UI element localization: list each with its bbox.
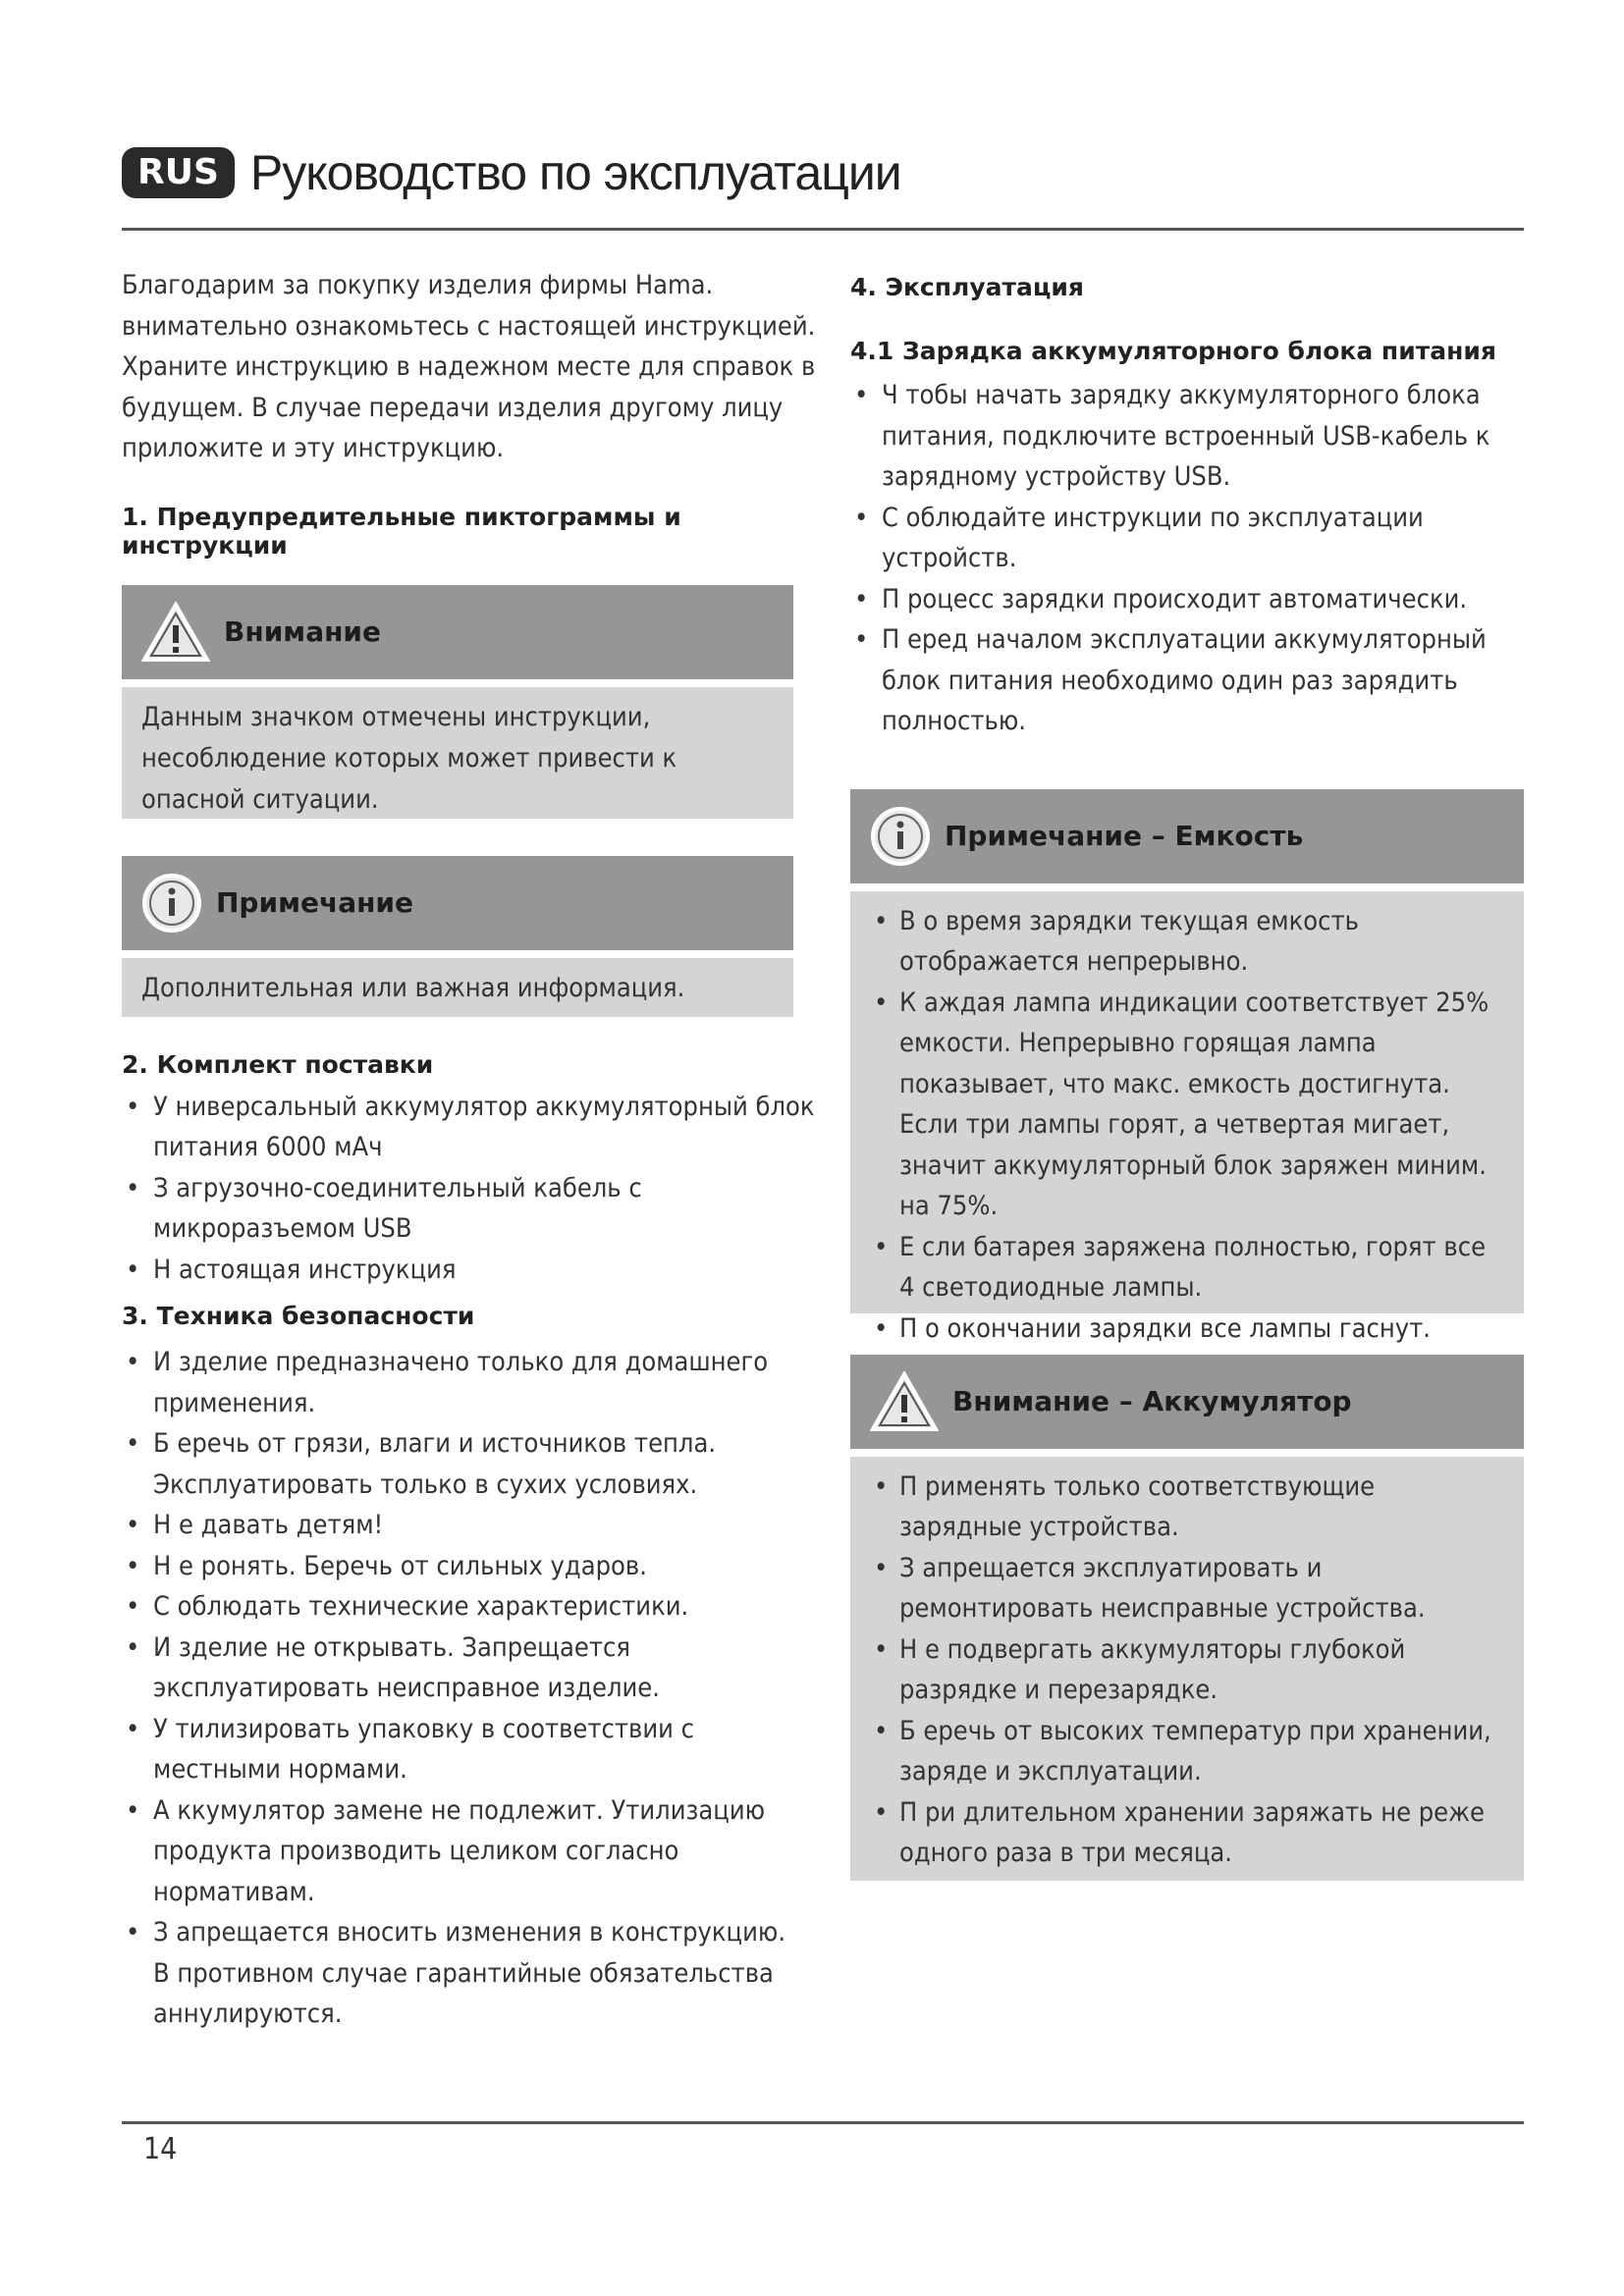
list-item: • П о окончании зарядки все лампы гаснут.	[870, 1308, 1504, 1350]
section3-list	[122, 1342, 809, 2035]
capacity-box-title: Примечание – Емкость	[945, 820, 1304, 852]
list-item: • Е сли батарея заряжена полностью, горят все 4 светодиодные лампы.	[870, 1227, 1504, 1308]
battery-warning-box	[850, 1355, 1524, 1881]
capacity-note-box	[850, 789, 1524, 1344]
warning-triangle-icon	[870, 1371, 939, 1432]
list-item: • В о время зарядки текущая емкость отображается непрерывно.	[870, 901, 1504, 983]
list-item: • З апрещается эксплуатировать и ремонтировать неисправные устройства.	[870, 1548, 1504, 1629]
list-item: • Н астоящая инструкция	[122, 1250, 829, 1291]
list-item: • Б еречь от высоких температур при хранении, заряде и эксплуатации.	[870, 1711, 1504, 1792]
warning-box-body	[122, 687, 793, 819]
list-item: • С облюдайте инструкции по эксплуатации устройств.	[850, 498, 1498, 579]
list-item: • П роцесс зарядки происходит автоматически.	[850, 579, 1498, 620]
page-header	[122, 145, 901, 200]
list-item: • П еред началом эксплуатации аккумуляторный блок питания необходимо один раз зарядить полностью.	[850, 619, 1498, 742]
warning-box	[122, 585, 793, 819]
list-item: • С облюдать технические характеристики.	[122, 1586, 809, 1628]
battery-list	[870, 1467, 1504, 1874]
note-box-body	[122, 958, 793, 1017]
list-item: • Н е подвергать аккумуляторы глубокой разрядке и перезарядке.	[870, 1629, 1504, 1711]
list-item: • И зделие не открывать. Запрещается эксплуатировать неисправное изделие.	[122, 1628, 809, 1709]
list-item: • Б еречь от грязи, влаги и источников тепла. Эксплуатировать только в сухих условиях.	[122, 1423, 809, 1505]
section2-heading: 2. Комплект поставки	[122, 1049, 434, 1079]
section1-heading: 1. Предупредительные пиктограммы и инструкции	[122, 502, 681, 560]
list-item: • У ниверсальный аккумулятор аккумуляторный блок питания 6000 мАч	[122, 1087, 829, 1168]
list-item: • Н е давать детям!	[122, 1505, 809, 1546]
list-item: • И зделие предназначено только для домашнего применения.	[122, 1342, 809, 1423]
header-divider	[122, 228, 1524, 231]
section4-subheading: 4.1 Зарядка аккумуляторного блока питания	[850, 337, 1496, 365]
battery-box-body	[850, 1457, 1524, 1881]
list-item: • Н е ронять. Беречь от сильных ударов.	[122, 1546, 809, 1587]
warning-box-title: Внимание	[224, 615, 382, 648]
capacity-box-body	[850, 891, 1524, 1344]
section4-list	[850, 375, 1498, 742]
section4-heading: 4. Эксплуатация	[850, 273, 1084, 301]
note-box-header	[122, 856, 793, 950]
left-column	[122, 265, 829, 2035]
info-circle-icon	[870, 806, 931, 867]
list-item: • З апрещается вносить изменения в конструкцию. В противном случае гарантийные обязательства аннулируются.	[122, 1912, 809, 2035]
list-item: • К аждая лампа индикации соответствует 25% емкости. Непрерывно горящая лампа показывает, что макс. емкость достигнута. Если три лампы горят, а четвертая мигает, значит аккумуляторный блок заряжен миним. на 75%.	[870, 983, 1504, 1227]
battery-box-title: Внимание – Аккумулятор	[952, 1385, 1352, 1417]
list-item: • П рименять только соответствующие зарядные устройства.	[870, 1467, 1504, 1548]
language-badge: RUS	[122, 147, 235, 198]
list-item: • П ри длительном хранении заряжать не реже одного раза в три месяца.	[870, 1792, 1504, 1874]
intro-paragraph: Благодарим за покупку изделия фирмы Hama. внимательно ознакомьтесь с настоящей инструкцией. Храните инструкцию в надежном месте для справок в будущем. В случае передачи изделия другому лицу приложите и эту инструкцию.	[122, 270, 816, 463]
footer-divider	[122, 2121, 1524, 2124]
info-circle-icon	[141, 873, 202, 934]
section2-list	[122, 1087, 829, 1291]
list-item: • Ч тобы начать зарядку аккумуляторного блока питания, подключите встроенный USB-кабель к зарядному устройству USB.	[850, 375, 1498, 498]
note-box	[122, 856, 793, 1017]
capacity-box-header	[850, 789, 1524, 883]
list-item: • З агрузочно-соединительный кабель с микроразъемом USB	[122, 1168, 829, 1250]
battery-box-header	[850, 1355, 1524, 1449]
note-box-title: Примечание	[216, 886, 414, 919]
right-column	[850, 265, 1528, 1881]
page-number: 14	[143, 2132, 178, 2166]
warning-box-text: Данным значком отмечены инструкции, несоблюдение которых может привести к опасной ситуации.	[141, 701, 677, 815]
page-title: Руководство по эксплуатации	[249, 145, 901, 200]
warning-box-header	[122, 585, 793, 679]
list-item: • А ккумулятор замене не подлежит. Утилизацию продукта производить целиком согласно нормативам.	[122, 1790, 809, 1913]
note-box-text: Дополнительная или важная информация.	[141, 972, 685, 1003]
warning-triangle-icon	[141, 602, 210, 663]
capacity-list	[870, 901, 1504, 1350]
list-item: • У тилизировать упаковку в соответствии с местными нормами.	[122, 1709, 809, 1790]
section3-heading: 3. Техника безопасности	[122, 1302, 475, 1330]
